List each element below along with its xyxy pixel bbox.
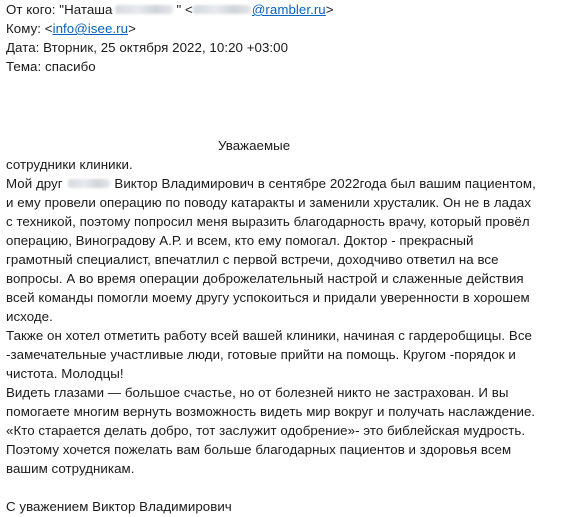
- from-email-close: >: [325, 2, 334, 17]
- body-line: грамотный специалист, впечатлил с первой встречи, доходчиво ответил на все: [6, 252, 499, 267]
- body-line: вопросы. А во время операции доброжелательный настрой и слаженные действия: [6, 271, 524, 286]
- body-line-friend: [6, 174, 558, 193]
- subject-line: [6, 57, 558, 76]
- body-line: исходе.: [6, 309, 53, 324]
- from-name-end: ": [176, 2, 182, 17]
- body-line: Также он хотел отметить работу всей вашей клиники, начиная с гардеробщицы. Все: [6, 328, 532, 343]
- subject-value: спасибо: [45, 59, 96, 74]
- to-email-link[interactable]: info@isee.ru: [52, 21, 129, 36]
- redacted-email-user: [193, 5, 251, 14]
- to-line: [6, 19, 558, 38]
- from-name-start: "Наташа: [59, 2, 113, 17]
- body-line: и ему провели операцию по поводу катаракты и заменили хрусталик. Он не в ладах: [6, 195, 532, 210]
- date-line: [6, 38, 558, 57]
- body-line: с техникой, поэтому попросил меня выразить благодарность врачу, который провёл: [6, 214, 530, 229]
- body-line-part: Виктор Владимирович в сентябре 2022года был вашим пациентом,: [114, 176, 536, 191]
- body-line: вашим сотрудникам.: [6, 461, 135, 476]
- email-message: [6, 0, 558, 76]
- signature: С уважением Виктор Владимирович: [6, 499, 232, 514]
- to-label: Кому:: [6, 21, 42, 36]
- message-body: [6, 136, 558, 516]
- body-line: чистота. Молодцы!: [6, 366, 124, 381]
- body-line: Видеть глазами — большое счастье, но от болезней никто не застрахован. И вы: [6, 385, 509, 400]
- body-line: помогаете многим вернуть возможность видеть мир вокруг и получать наслаждение.: [6, 404, 536, 419]
- from-label: От кого:: [6, 2, 56, 17]
- body-line: -замечательные участливые люди, готовые прийти на помощь. Кругом -порядок и: [6, 347, 516, 362]
- body-line: «Кто старается делать добро, тот заслужит одобрение»- это библейская мудрость.: [6, 423, 526, 438]
- blank-line: [6, 478, 558, 497]
- redacted-surname: [115, 5, 173, 14]
- date-value: Вторник, 25 октября 2022, 10:20 +03:00: [43, 40, 289, 55]
- to-open: <: [44, 21, 53, 36]
- body-line: Поэтому хочется пожелать вам больше благодарных пациентов и здоровья всем: [6, 442, 512, 457]
- date-label: Дата:: [6, 40, 40, 55]
- body-line: операцию, Виноградову А.Р. и всем, кто ему помогал. Доктор - прекрасный: [6, 233, 474, 248]
- from-email-open: <: [185, 2, 193, 17]
- body-line: всей команды помогли моему другу успокоиться и придали уверенности в хорошем: [6, 290, 530, 305]
- redacted-friend-surname: [68, 179, 110, 188]
- greeting: Уважаемые: [218, 138, 291, 153]
- body-line-part: Мой друг: [6, 176, 63, 191]
- body-line: сотрудники клиники.: [6, 157, 133, 172]
- subject-label: Тема:: [6, 59, 42, 74]
- to-close: >: [128, 21, 136, 36]
- from-email-link[interactable]: @rambler.ru: [251, 2, 326, 17]
- from-line: [6, 0, 558, 19]
